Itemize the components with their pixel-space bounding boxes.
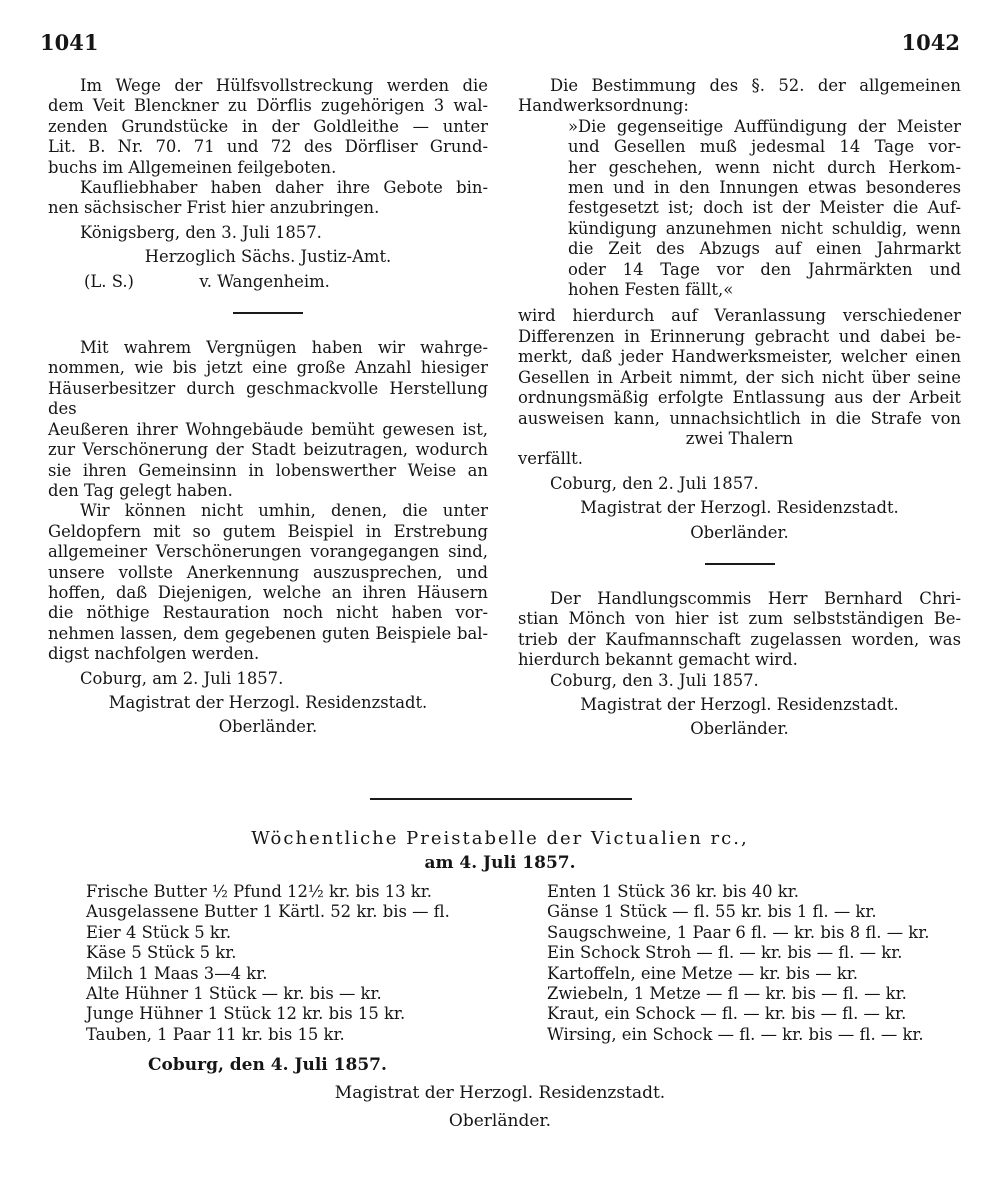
notice-line: allgemeiner Verschönerungen vorangegangen sind, (48, 542, 488, 562)
price-item: Gänse 1 Stück — fl. 55 kr. bis 1 fl. — kr. (547, 902, 877, 922)
quote-line: her geschehen, wenn nicht durch Herkom- (568, 157, 961, 177)
fine-amount: zwei Thalern (685, 428, 794, 448)
notice-line: den Tag gelegt haben. (48, 480, 233, 500)
price-item: Alte Hühner 1 Stück — kr. bis — kr. (86, 984, 382, 1004)
notice-line: nommen, wie bis jetzt eine große Anzahl hiesiger (48, 358, 488, 378)
price-item: Junge Hühner 1 Stück 12 kr. bis 15 kr. (86, 1004, 406, 1024)
price-item: Kraut, ein Schock — fl. — kr. bis — fl. — kr. (547, 1004, 907, 1024)
quote-line: kündigung anzunehmen nicht schuldig, wenn (568, 218, 961, 238)
section-divider (233, 312, 303, 314)
notice-line: Differenzen in Erinnerung gebracht und dabei be- (518, 326, 961, 346)
price-item: Käse 5 Stück 5 kr. (86, 943, 237, 963)
notice-date: Coburg, den 3. Juli 1857. (550, 670, 759, 690)
notice-line: Im Wege der Hülfsvollstreckung werden die (80, 76, 488, 95)
notice-line: ausweisen kann, unnachsichtlich in die Strafe von (518, 408, 961, 428)
notice-line: Wir können nicht umhin, denen, die unter (80, 501, 488, 521)
notice-date: Coburg, den 2. Juli 1857. (550, 473, 759, 493)
price-item: Kartoffeln, eine Metze — kr. bis — kr. (547, 963, 859, 983)
quote-line: hohen Festen fällt,« (568, 280, 734, 300)
notice-embellishment (48, 338, 488, 738)
notice-line: merkt, daß jeder Handwerksmeister, welcher einen (518, 347, 961, 367)
price-table-authority: Magistrat der Herzogl. Residenzstadt. (334, 1083, 666, 1103)
notice-line: nen sächsischer Frist hier anzubringen. (48, 198, 380, 218)
notice-line: die nöthige Restauration noch nicht haben vor- (48, 603, 488, 623)
notice-line: Mit wahrem Vergnügen haben wir wahrge- (80, 338, 488, 358)
quote-line: die Zeit des Abzugs auf einen Jahrmarkt (568, 239, 961, 259)
price-table-closing-date: Coburg, den 4. Juli 1857. (148, 1055, 387, 1075)
price-item: Tauben, 1 Paar 11 kr. bis 15 kr. (86, 1024, 345, 1044)
notice-authority: Herzoglich Sächs. Justiz-Amt. (144, 247, 392, 267)
notice-signature: Oberländer. (218, 717, 318, 737)
quote-line: »Die gegenseitige Auffündigung der Meister (568, 116, 961, 136)
notice-line: Aeußeren ihrer Wohngebäude bemüht gewesen ist, (48, 419, 488, 439)
notice-line: wird hierdurch auf Veranlassung verschiedener (518, 306, 961, 326)
notice-signature: Oberländer. (690, 719, 789, 739)
notice-line: sie ihren Gemeinsinn in lobenswerther Weise an (48, 460, 488, 480)
notice-line: buchs im Allgemeinen feilgeboten. (48, 157, 337, 177)
price-item: Ein Schock Stroh — fl. — kr. bis — fl. — kr. (547, 943, 903, 963)
left-column (48, 76, 488, 742)
price-item: Milch 1 Maas 3—4 kr. (86, 963, 268, 983)
price-item: Ausgelassene Butter 1 Kärtl. 52 kr. bis — fl. (86, 902, 450, 922)
price-item: Wirsing, ein Schock — fl. — kr. bis — fl. — kr. (547, 1024, 924, 1044)
quote-line: festgesetzt ist; doch ist der Meister die Auf- (568, 198, 961, 218)
notice-line: zenden Grundstücke in der Goldleithe — unter (48, 116, 488, 136)
price-list-left (86, 882, 526, 1045)
page-number-right: 1042 (901, 30, 960, 55)
notice-line: unsere vollste Anerkennung auszusprechen, und (48, 562, 488, 582)
quoted-regulation (518, 117, 961, 301)
notice-merchant-licence (518, 589, 961, 740)
notice-line: zur Verschönerung der Stadt beizutragen, wodurch (48, 440, 488, 460)
notice-authority: Magistrat der Herzogl. Residenzstadt. (580, 498, 899, 518)
notice-line: Handwerksordnung: (518, 96, 689, 116)
notice-line: hierdurch bekannt gemacht wird. (518, 650, 798, 670)
section-rule (370, 798, 632, 800)
quote-line: men und in den Innungen etwas besonderes (568, 178, 961, 198)
notice-auction (48, 76, 488, 292)
notice-line: Geldopfern mit so gutem Beispiel in Erstrebung (48, 521, 488, 541)
quote-line: und Gesellen muß jedesmal 14 Tage vor- (568, 137, 961, 157)
notice-line: Lit. B. Nr. 70. 71 und 72 des Dörfliser Grund- (48, 137, 488, 157)
notice-line: Gesellen in Arbeit nimmt, der sich nicht über seine (518, 367, 961, 387)
notice-line: Die Bestimmung des §. 52. der allgemeinen (550, 76, 961, 95)
price-table-date: am 4. Juli 1857. (424, 853, 576, 873)
seal-mark: (L. S.) (84, 271, 134, 291)
notice-line: Kaufliebhaber haben daher ihre Gebote bin- (80, 178, 488, 198)
notice-line: Der Handlungscommis Herr Bernhard Chri- (550, 588, 961, 608)
notice-signature: Oberländer. (690, 522, 789, 542)
right-column (518, 76, 961, 744)
page-number-left: 1041 (40, 30, 99, 55)
notice-date: Coburg, am 2. Juli 1857. (80, 668, 284, 688)
price-table-signature: Oberländer. (448, 1111, 552, 1131)
price-item: Saugschweine, 1 Paar 6 fl. — kr. bis 8 fl. — kr. (547, 922, 930, 942)
notice-authority: Magistrat der Herzogl. Residenzstadt. (108, 692, 428, 712)
price-item: Zwiebeln, 1 Metze — fl — kr. bis — fl. — kr. (547, 984, 907, 1004)
notice-line: digst nachfolgen werden. (48, 644, 260, 664)
notice-line: nehmen lassen, dem gegebenen guten Beispiele bal- (48, 623, 488, 643)
notice-seal-signature (48, 272, 488, 292)
quote-line: oder 14 Tage vor den Jahrmärkten und (568, 259, 961, 279)
notice-signature: v. Wangenheim. (199, 271, 330, 291)
notice-line: trieb der Kaufmannschaft zugelassen worden, was (518, 629, 961, 649)
notice-craft-regulation (518, 76, 961, 543)
notice-line: hoffen, daß Diejenigen, welche an ihren Häusern (48, 582, 488, 602)
price-item: Eier 4 Stück 5 kr. (86, 922, 232, 942)
price-table-title: Wöchentliche Preistabelle der Victualien rc., (251, 828, 749, 849)
price-list-right (547, 882, 977, 1045)
notice-date: Königsberg, den 3. Juli 1857. (80, 222, 322, 242)
price-item: Frische Butter ½ Pfund 12½ kr. bis 13 kr. (86, 882, 432, 901)
notice-line: stian Mönch von hier ist zum selbstständigen Be- (518, 609, 961, 629)
price-item: Enten 1 Stück 36 kr. bis 40 kr. (547, 882, 799, 901)
section-divider (705, 563, 775, 565)
notice-line: Häuserbesitzer durch geschmackvolle Herstellung des (48, 378, 488, 419)
notice-line: verfällt. (518, 449, 583, 469)
notice-authority: Magistrat der Herzogl. Residenzstadt. (580, 694, 899, 714)
notice-line: ordnungsmäßig erfolgte Entlassung aus der Arbeit (518, 388, 961, 408)
notice-line: dem Veit Blenckner zu Dörflis zugehörigen 3 wal- (48, 96, 488, 116)
